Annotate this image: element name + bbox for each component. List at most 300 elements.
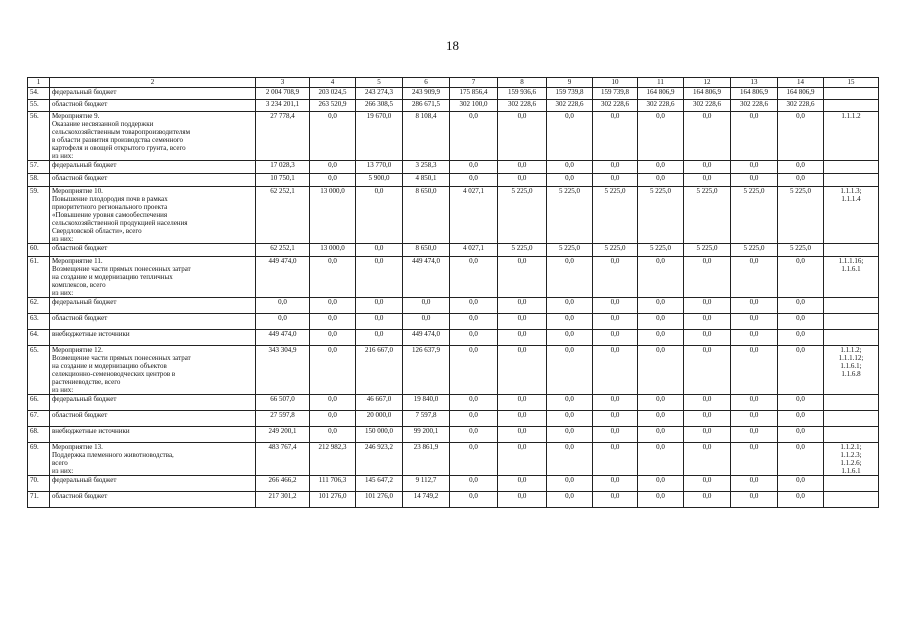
value-cell: 0,0: [498, 476, 547, 492]
value-cell: 0,0: [593, 492, 638, 508]
row-description: [50, 244, 256, 257]
column-header: 11: [638, 78, 684, 88]
value-cell: 0,0: [684, 346, 731, 395]
description-line: Мероприятие 11.: [52, 257, 103, 265]
table-row: [28, 427, 879, 443]
target-code: 1.1.1.4: [841, 195, 861, 203]
table-row: [28, 395, 879, 411]
row-number: 70.: [28, 476, 50, 492]
description-line: в области развития производства семенного: [52, 136, 184, 144]
value-cell: 0,0: [593, 298, 638, 314]
value-cell: 0,0: [256, 298, 310, 314]
row-number: 59.: [28, 187, 50, 244]
value-cell: 302 228,6: [731, 100, 778, 112]
target-code: 1.1.6.1: [841, 265, 861, 273]
description-line: федеральный бюджет: [52, 88, 117, 96]
value-cell: 0,0: [310, 161, 356, 174]
value-cell: 20 000,0: [356, 411, 403, 427]
value-cell: 266 466,2: [256, 476, 310, 492]
value-cell: 9 112,7: [403, 476, 450, 492]
table-row: [28, 187, 879, 244]
value-cell: 0,0: [684, 112, 731, 161]
value-cell: 0,0: [310, 330, 356, 346]
value-cell: 0,0: [731, 112, 778, 161]
value-cell: 0,0: [498, 298, 547, 314]
row-number: 62.: [28, 298, 50, 314]
description-line: внебюджетные источники: [52, 330, 130, 338]
value-cell: 0,0: [547, 476, 593, 492]
value-cell: 0,0: [778, 298, 824, 314]
description-line: федеральный бюджет: [52, 395, 117, 403]
target-codes: [824, 244, 879, 257]
value-cell: 0,0: [310, 112, 356, 161]
value-cell: 0,0: [547, 346, 593, 395]
value-cell: 5 225,0: [498, 244, 547, 257]
row-description: [50, 112, 256, 161]
table-row: [28, 411, 879, 427]
value-cell: 0,0: [593, 314, 638, 330]
value-cell: 0,0: [310, 427, 356, 443]
row-description: [50, 161, 256, 174]
value-cell: 243 909,9: [403, 88, 450, 100]
description-line: селекционно-семеноводческих центров в: [52, 370, 176, 378]
row-description: [50, 346, 256, 395]
target-code: 1.1.1.3;: [840, 187, 862, 195]
value-cell: 0,0: [356, 314, 403, 330]
value-cell: 0,0: [684, 411, 731, 427]
description-line: сельскохозяйственной продукцией населения: [52, 219, 188, 227]
table-row: [28, 476, 879, 492]
description-line: Мероприятие 10.: [52, 187, 103, 195]
value-cell: 62 252,1: [256, 187, 310, 244]
description-line: из них:: [52, 467, 74, 475]
value-cell: 2 004 708,9: [256, 88, 310, 100]
value-cell: 0,0: [403, 314, 450, 330]
column-header: 1: [28, 78, 50, 88]
description-line: Мероприятие 13.: [52, 443, 103, 451]
row-description: [50, 492, 256, 508]
value-cell: 0,0: [638, 395, 684, 411]
description-line: картофеля и овощей открытого грунта, всего: [52, 144, 186, 152]
description-line: из них:: [52, 235, 74, 243]
value-cell: 0,0: [593, 174, 638, 187]
row-number: 69.: [28, 443, 50, 476]
value-cell: 302 228,6: [498, 100, 547, 112]
target-code: 1.1.2.6;: [840, 459, 862, 467]
table-row: [28, 257, 879, 298]
description-line: Свердловской области», всего: [52, 227, 142, 235]
value-cell: 449 474,0: [403, 257, 450, 298]
value-cell: 5 225,0: [547, 187, 593, 244]
value-cell: 0,0: [684, 395, 731, 411]
value-cell: 0,0: [450, 395, 498, 411]
value-cell: 13 000,0: [310, 187, 356, 244]
target-code: 1.1.2.3;: [840, 451, 862, 459]
value-cell: 5 225,0: [638, 187, 684, 244]
value-cell: 4 850,1: [403, 174, 450, 187]
value-cell: 0,0: [593, 161, 638, 174]
value-cell: 0,0: [638, 443, 684, 476]
value-cell: 5 225,0: [498, 187, 547, 244]
target-code: 1.1.6.1;: [840, 362, 862, 370]
value-cell: 3 258,3: [403, 161, 450, 174]
target-codes: [824, 161, 879, 174]
target-code: 1.1.1.2: [841, 112, 861, 120]
column-header: 4: [310, 78, 356, 88]
target-codes: [824, 427, 879, 443]
value-cell: 159 739,8: [547, 88, 593, 100]
row-description: [50, 298, 256, 314]
value-cell: 0,0: [498, 427, 547, 443]
value-cell: 0,0: [684, 314, 731, 330]
value-cell: 0,0: [684, 330, 731, 346]
row-number: 66.: [28, 395, 50, 411]
value-cell: 0,0: [778, 314, 824, 330]
value-cell: 0,0: [356, 244, 403, 257]
value-cell: 0,0: [498, 314, 547, 330]
description-line: областной бюджет: [52, 174, 108, 182]
value-cell: 13 770,0: [356, 161, 403, 174]
target-code: 1.1.2.1;: [840, 443, 862, 451]
value-cell: 0,0: [731, 476, 778, 492]
column-header: 6: [403, 78, 450, 88]
value-cell: 0,0: [310, 411, 356, 427]
value-cell: 0,0: [684, 427, 731, 443]
value-cell: 0,0: [547, 257, 593, 298]
value-cell: 4 027,1: [450, 244, 498, 257]
description-line: растениеводстве, всего: [52, 378, 121, 386]
value-cell: 0,0: [731, 161, 778, 174]
value-cell: 483 767,4: [256, 443, 310, 476]
value-cell: 0,0: [450, 427, 498, 443]
table-row: [28, 112, 879, 161]
description-line: внебюджетные источники: [52, 427, 130, 435]
value-cell: 99 200,1: [403, 427, 450, 443]
row-description: [50, 314, 256, 330]
value-cell: 0,0: [731, 492, 778, 508]
value-cell: 0,0: [638, 476, 684, 492]
description-line: из них:: [52, 152, 74, 160]
value-cell: 5 900,0: [356, 174, 403, 187]
description-line: на создание и модернизацию объектов: [52, 362, 167, 370]
value-cell: 0,0: [684, 174, 731, 187]
value-cell: 302 100,0: [450, 100, 498, 112]
value-cell: 0,0: [547, 395, 593, 411]
target-codes: [824, 174, 879, 187]
value-cell: 0,0: [450, 257, 498, 298]
target-code: 1.1.1.2;: [840, 346, 862, 354]
description-line: всего: [52, 459, 68, 467]
value-cell: 19 670,0: [356, 112, 403, 161]
value-cell: 5 225,0: [638, 244, 684, 257]
value-cell: 0,0: [778, 346, 824, 395]
description-line: областной бюджет: [52, 492, 108, 500]
value-cell: 0,0: [731, 330, 778, 346]
value-cell: 0,0: [450, 112, 498, 161]
row-description: [50, 174, 256, 187]
row-number: 71.: [28, 492, 50, 508]
value-cell: 0,0: [638, 346, 684, 395]
value-cell: 0,0: [547, 298, 593, 314]
value-cell: 0,0: [593, 112, 638, 161]
row-number: 55.: [28, 100, 50, 112]
value-cell: 249 200,1: [256, 427, 310, 443]
value-cell: 0,0: [498, 411, 547, 427]
value-cell: 263 520,9: [310, 100, 356, 112]
description-line: Мероприятие 12.: [52, 346, 103, 354]
value-cell: 0,0: [638, 112, 684, 161]
description-line: из них:: [52, 386, 74, 394]
target-codes: [824, 257, 879, 298]
page-number: 18: [446, 38, 459, 53]
column-header: 3: [256, 78, 310, 88]
value-cell: 0,0: [498, 346, 547, 395]
table-header-row: [28, 78, 879, 88]
value-cell: 217 301,2: [256, 492, 310, 508]
value-cell: 10 750,1: [256, 174, 310, 187]
row-number: 60.: [28, 244, 50, 257]
row-description: [50, 257, 256, 298]
value-cell: 0,0: [450, 161, 498, 174]
description-line: федеральный бюджет: [52, 298, 117, 306]
value-cell: 0,0: [450, 492, 498, 508]
row-number: 57.: [28, 161, 50, 174]
value-cell: 0,0: [547, 492, 593, 508]
value-cell: 212 982,3: [310, 443, 356, 476]
row-number: 63.: [28, 314, 50, 330]
value-cell: 0,0: [778, 427, 824, 443]
value-cell: 0,0: [731, 346, 778, 395]
value-cell: 0,0: [778, 492, 824, 508]
value-cell: 0,0: [778, 330, 824, 346]
value-cell: 0,0: [593, 346, 638, 395]
value-cell: 0,0: [638, 174, 684, 187]
value-cell: 0,0: [731, 395, 778, 411]
value-cell: 0,0: [731, 411, 778, 427]
value-cell: 0,0: [778, 161, 824, 174]
description-line: областной бюджет: [52, 100, 108, 108]
target-codes: [824, 411, 879, 427]
value-cell: 175 856,4: [450, 88, 498, 100]
target-codes: [824, 187, 879, 244]
row-description: [50, 100, 256, 112]
value-cell: 27 597,8: [256, 411, 310, 427]
description-line: из них:: [52, 289, 74, 297]
column-header: 8: [498, 78, 547, 88]
value-cell: 0,0: [684, 443, 731, 476]
value-cell: 216 667,0: [356, 346, 403, 395]
description-line: областной бюджет: [52, 244, 108, 252]
value-cell: 0,0: [593, 443, 638, 476]
value-cell: 0,0: [450, 346, 498, 395]
value-cell: 0,0: [778, 411, 824, 427]
column-header: 12: [684, 78, 731, 88]
description-line: федеральный бюджет: [52, 161, 117, 169]
value-cell: 0,0: [593, 395, 638, 411]
value-cell: 19 840,0: [403, 395, 450, 411]
value-cell: 449 474,0: [403, 330, 450, 346]
value-cell: 0,0: [731, 257, 778, 298]
target-codes: [824, 298, 879, 314]
row-description: [50, 395, 256, 411]
table-row: [28, 100, 879, 112]
table-row: [28, 174, 879, 187]
value-cell: 164 806,9: [778, 88, 824, 100]
value-cell: 101 276,0: [356, 492, 403, 508]
row-number: 67.: [28, 411, 50, 427]
value-cell: 0,0: [638, 427, 684, 443]
value-cell: 8 650,0: [403, 187, 450, 244]
value-cell: 0,0: [450, 411, 498, 427]
description-line: «Повышение уровня самообеспечения: [52, 211, 168, 219]
value-cell: 5 225,0: [684, 187, 731, 244]
value-cell: 0,0: [498, 174, 547, 187]
value-cell: 0,0: [684, 298, 731, 314]
target-codes: [824, 100, 879, 112]
target-codes: [824, 395, 879, 411]
value-cell: 343 304,9: [256, 346, 310, 395]
value-cell: 0,0: [310, 174, 356, 187]
value-cell: 0,0: [547, 314, 593, 330]
value-cell: 27 778,4: [256, 112, 310, 161]
value-cell: 46 667,0: [356, 395, 403, 411]
row-number: 56.: [28, 112, 50, 161]
value-cell: 0,0: [450, 314, 498, 330]
description-line: областной бюджет: [52, 314, 108, 322]
column-header: 14: [778, 78, 824, 88]
value-cell: 5 225,0: [593, 187, 638, 244]
value-cell: 0,0: [638, 161, 684, 174]
target-codes: [824, 443, 879, 476]
value-cell: 0,0: [684, 492, 731, 508]
table-row: [28, 161, 879, 174]
target-codes: [824, 346, 879, 395]
value-cell: 0,0: [450, 443, 498, 476]
value-cell: 0,0: [778, 257, 824, 298]
row-number: 64.: [28, 330, 50, 346]
description-line: сельскохозяйственным товаропроизводителям: [52, 128, 191, 136]
value-cell: 0,0: [638, 257, 684, 298]
target-code: 1.1.6.8: [841, 370, 861, 378]
value-cell: 66 507,0: [256, 395, 310, 411]
row-description: [50, 476, 256, 492]
column-header: 15: [824, 78, 879, 88]
value-cell: 0,0: [498, 492, 547, 508]
description-line: Мероприятие 9.: [52, 112, 100, 120]
description-line: комплексов, всего: [52, 281, 106, 289]
row-description: [50, 88, 256, 100]
value-cell: 5 225,0: [593, 244, 638, 257]
value-cell: 0,0: [593, 330, 638, 346]
value-cell: 0,0: [731, 174, 778, 187]
value-cell: 0,0: [450, 174, 498, 187]
value-cell: 0,0: [547, 174, 593, 187]
value-cell: 246 923,2: [356, 443, 403, 476]
value-cell: 0,0: [731, 298, 778, 314]
column-header: 7: [450, 78, 498, 88]
value-cell: 0,0: [498, 330, 547, 346]
row-number: 58.: [28, 174, 50, 187]
value-cell: 0,0: [778, 443, 824, 476]
value-cell: 302 228,6: [778, 100, 824, 112]
value-cell: 164 806,9: [638, 88, 684, 100]
value-cell: 14 749,2: [403, 492, 450, 508]
row-description: [50, 443, 256, 476]
value-cell: 150 000,0: [356, 427, 403, 443]
value-cell: 0,0: [498, 257, 547, 298]
value-cell: 0,0: [778, 476, 824, 492]
value-cell: 3 234 201,1: [256, 100, 310, 112]
value-cell: 0,0: [638, 411, 684, 427]
table-body: [28, 78, 879, 508]
value-cell: 23 861,9: [403, 443, 450, 476]
value-cell: 0,0: [356, 330, 403, 346]
value-cell: 0,0: [731, 443, 778, 476]
description-line: Возмещение части прямых понесенных затрат: [52, 354, 191, 362]
value-cell: 0,0: [498, 443, 547, 476]
column-header: 5: [356, 78, 403, 88]
value-cell: 0,0: [310, 298, 356, 314]
value-cell: 0,0: [310, 346, 356, 395]
value-cell: 203 024,5: [310, 88, 356, 100]
value-cell: 8 108,4: [403, 112, 450, 161]
target-code: 1.1.1.12;: [838, 354, 864, 362]
value-cell: 302 228,6: [684, 100, 731, 112]
value-cell: 5 225,0: [778, 244, 824, 257]
value-cell: 302 228,6: [638, 100, 684, 112]
value-cell: 0,0: [547, 443, 593, 476]
value-cell: 62 252,1: [256, 244, 310, 257]
value-cell: 0,0: [403, 298, 450, 314]
value-cell: 302 228,6: [547, 100, 593, 112]
value-cell: 17 028,3: [256, 161, 310, 174]
description-line: Повышение плодородия почв в рамках: [52, 195, 168, 203]
value-cell: 0,0: [593, 257, 638, 298]
value-cell: 0,0: [356, 187, 403, 244]
value-cell: 0,0: [356, 298, 403, 314]
value-cell: 164 806,9: [684, 88, 731, 100]
row-description: [50, 187, 256, 244]
value-cell: 0,0: [547, 330, 593, 346]
description-line: областной бюджет: [52, 411, 108, 419]
value-cell: 0,0: [450, 298, 498, 314]
value-cell: 0,0: [450, 330, 498, 346]
row-description: [50, 427, 256, 443]
value-cell: 0,0: [310, 257, 356, 298]
value-cell: 164 806,9: [731, 88, 778, 100]
value-cell: 243 274,3: [356, 88, 403, 100]
column-header: 13: [731, 78, 778, 88]
value-cell: 111 706,3: [310, 476, 356, 492]
column-header: 2: [50, 78, 256, 88]
table-row: [28, 330, 879, 346]
column-header: 9: [547, 78, 593, 88]
value-cell: 0,0: [498, 395, 547, 411]
table-row: [28, 244, 879, 257]
value-cell: 266 308,5: [356, 100, 403, 112]
value-cell: 13 000,0: [310, 244, 356, 257]
column-header: 10: [593, 78, 638, 88]
value-cell: 449 474,0: [256, 330, 310, 346]
value-cell: 7 597,8: [403, 411, 450, 427]
value-cell: 0,0: [547, 427, 593, 443]
value-cell: 0,0: [593, 411, 638, 427]
value-cell: 101 276,0: [310, 492, 356, 508]
target-code: 1.1.1.16;: [838, 257, 864, 265]
table-row: [28, 88, 879, 100]
table-row: [28, 314, 879, 330]
value-cell: 0,0: [450, 476, 498, 492]
